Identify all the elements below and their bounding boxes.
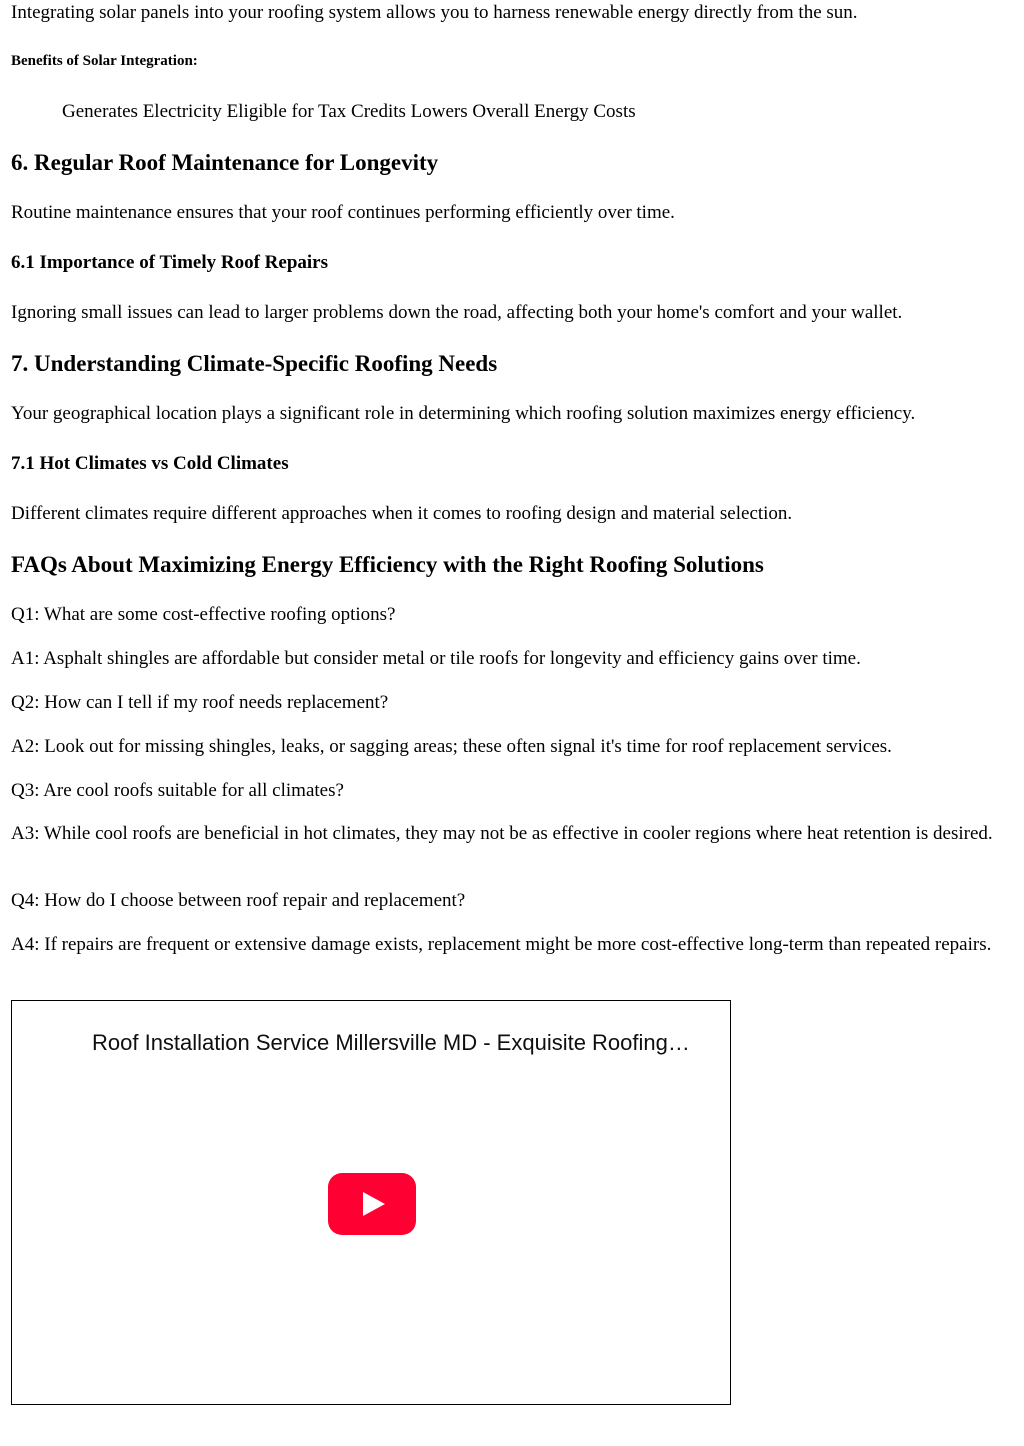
- list-item: Lowers Overall Energy Costs: [410, 101, 636, 122]
- list-item: Eligible for Tax Credits: [226, 101, 406, 122]
- section-7-1-text: Different climates require different approaches when it comes to roofing design and material selection.: [11, 503, 793, 524]
- video-embed[interactable]: [11, 1000, 731, 1405]
- faq-question: Q1: What are some cost-effective roofing options?: [11, 604, 396, 625]
- section-7-text: Your geographical location plays a significant role in determining which roofing solution maximizes energy efficiency.: [11, 403, 916, 424]
- faq-answer: A1: Asphalt shingles are affordable but consider metal or tile roofs for longevity and efficiency gains over time.: [11, 648, 861, 669]
- benefits-heading: Benefits of Solar Integration:: [11, 53, 198, 69]
- intro-paragraph: Integrating solar panels into your roofing system allows you to harness renewable energy directly from the sun.: [11, 2, 858, 23]
- faq-answer: A2: Look out for missing shingles, leaks, or sagging areas; these often signal it's time for roof replacement services.: [11, 736, 892, 757]
- faq-heading: FAQs About Maximizing Energy Efficiency with the Right Roofing Solutions: [11, 552, 764, 577]
- section-6-1-text: Ignoring small issues can lead to larger problems down the road, affecting both your home's comfort and your wallet.: [11, 302, 903, 323]
- play-icon: [363, 1192, 385, 1216]
- faq-question: Q3: Are cool roofs suitable for all climates?: [11, 780, 344, 801]
- section-6-text: Routine maintenance ensures that your roof continues performing efficiently over time.: [11, 202, 675, 223]
- list-item: Generates Electricity: [62, 101, 222, 122]
- faq-question: Q2: How can I tell if my roof needs replacement?: [11, 692, 389, 713]
- section-6-heading: 6. Regular Roof Maintenance for Longevity: [11, 150, 439, 175]
- faq-answer: A3: While cool roofs are beneficial in hot climates, they may not be as effective in cooler regions where heat retention is desired.: [11, 823, 993, 844]
- benefits-list: [62, 100, 636, 123]
- play-button[interactable]: [328, 1173, 416, 1235]
- faq-answer: A4: If repairs are frequent or extensive damage exists, replacement might be more cost-effective long-term than repeated repairs.: [11, 934, 992, 955]
- video-title[interactable]: Roof Installation Service Millersville MD - Exquisite Roofing…: [92, 1030, 690, 1055]
- faq-question: Q4: How do I choose between roof repair and replacement?: [11, 890, 466, 911]
- section-7-1-heading: 7.1 Hot Climates vs Cold Climates: [11, 453, 289, 474]
- section-6-1-heading: 6.1 Importance of Timely Roof Repairs: [11, 252, 328, 273]
- section-7-heading: 7. Understanding Climate-Specific Roofing Needs: [11, 351, 498, 376]
